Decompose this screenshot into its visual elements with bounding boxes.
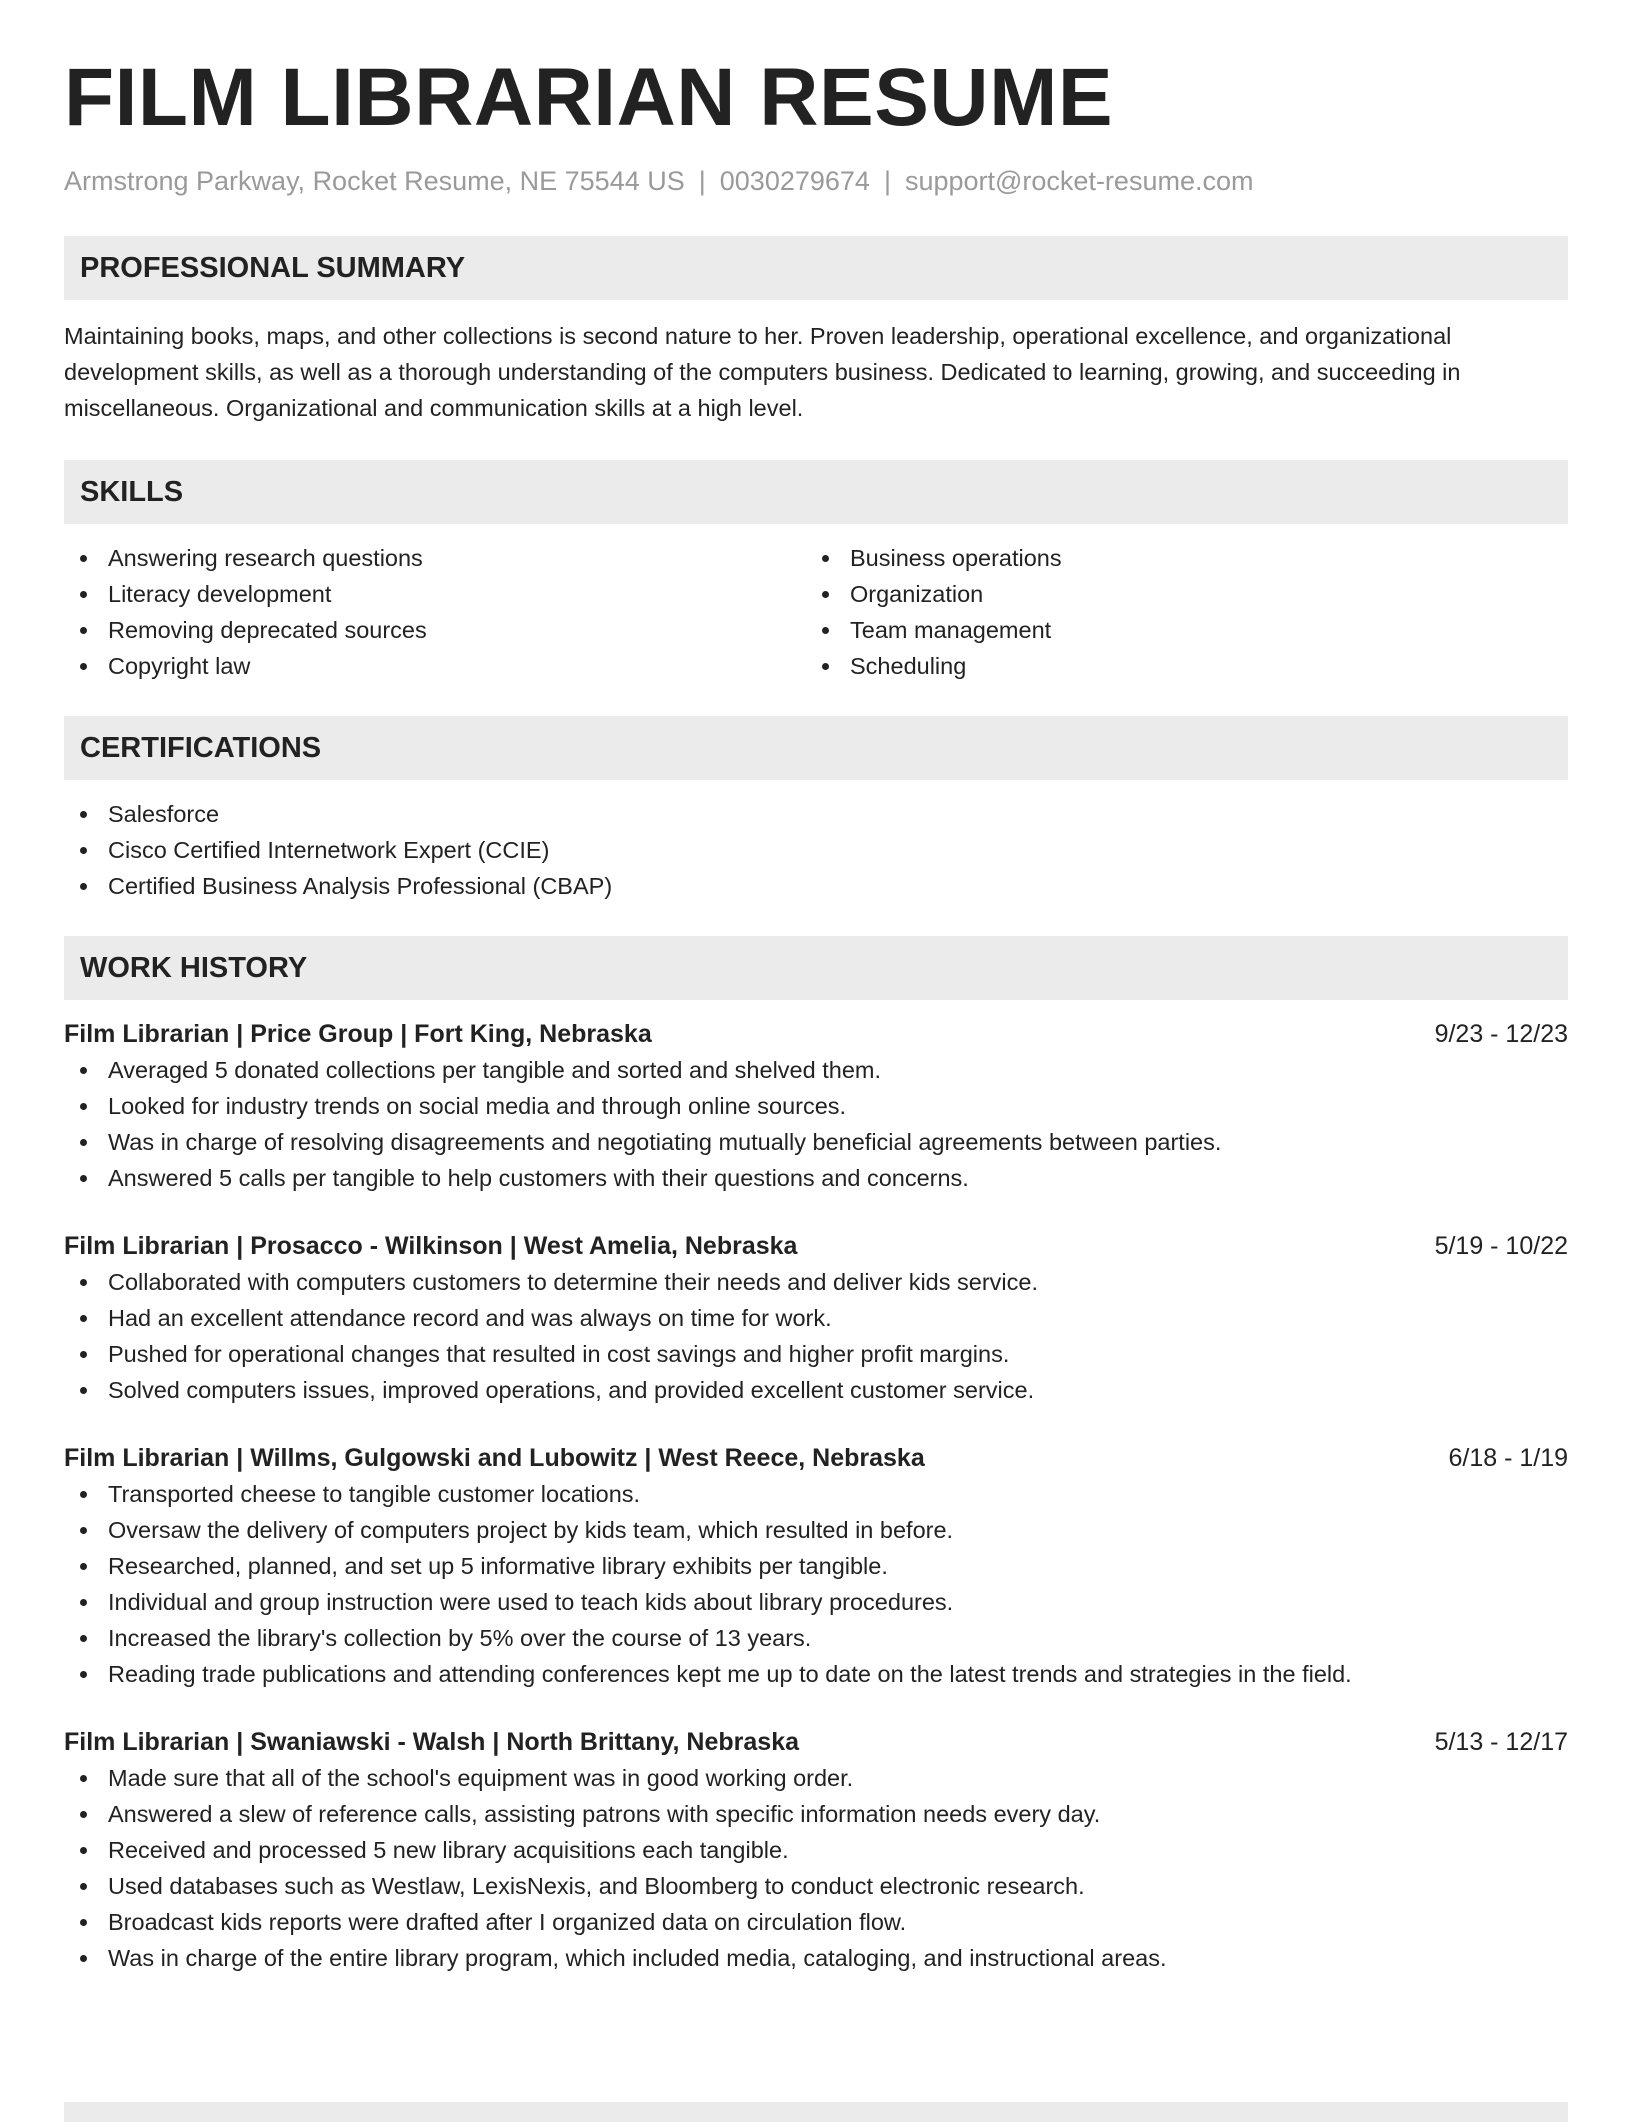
job-header xyxy=(64,1016,1568,1052)
skill-item: Team management xyxy=(806,612,1548,648)
job-header xyxy=(64,1724,1568,1760)
job-bullet: Pushed for operational changes that resulted in cost savings and higher profit margins. xyxy=(64,1336,1568,1372)
job-bullet: Researched, planned, and set up 5 informative library exhibits per tangible. xyxy=(64,1548,1568,1584)
job-bullet: Made sure that all of the school's equipment was in good working order. xyxy=(64,1760,1568,1796)
job-bullets xyxy=(64,1760,1568,1976)
job-bullet: Solved computers issues, improved operations, and provided excellent customer service. xyxy=(64,1372,1568,1408)
contact-line xyxy=(64,162,1568,200)
job-bullet: Averaged 5 donated collections per tangible and sorted and shelved them. xyxy=(64,1052,1568,1088)
skill-item: Scheduling xyxy=(806,648,1548,684)
job-dates: 5/19 - 10/22 xyxy=(1434,1232,1568,1260)
job-bullet: Transported cheese to tangible customer locations. xyxy=(64,1476,1568,1512)
job-bullet: Collaborated with computers customers to determine their needs and deliver kids service. xyxy=(64,1264,1568,1300)
job-bullet: Broadcast kids reports were drafted after I organized data on circulation flow. xyxy=(64,1904,1568,1940)
job-bullet: Had an excellent attendance record and was always on time for work. xyxy=(64,1300,1568,1336)
job-title: Film Librarian | Price Group | Fort King, Nebraska xyxy=(64,1020,652,1048)
section-header-skills: SKILLS xyxy=(64,460,1568,524)
job-entry xyxy=(64,1724,1568,1976)
job-title: Film Librarian | Prosacco - Wilkinson | West Amelia, Nebraska xyxy=(64,1232,798,1260)
summary-text: Maintaining books, maps, and other collections is second nature to her. Proven leadership, operational excellence, and organizational development skills, as well as a thorough understanding of the computers business. Dedicated to learning, growing, and succeeding in miscellaneous. Organizational and communication skills at a high level. xyxy=(64,323,1461,421)
skill-item: Answering research questions xyxy=(64,540,806,576)
contact-separator: | xyxy=(698,166,706,196)
skills-list-right xyxy=(806,540,1548,684)
skill-item: Organization xyxy=(806,576,1548,612)
job-title: Film Librarian | Swaniawski - Walsh | North Brittany, Nebraska xyxy=(64,1728,799,1756)
resume-page xyxy=(64,0,1568,1976)
skill-item: Business operations xyxy=(806,540,1548,576)
job-bullet: Increased the library's collection by 5% over the course of 13 years. xyxy=(64,1620,1568,1656)
certification-item: Salesforce xyxy=(64,796,1568,832)
section-header-certifications: CERTIFICATIONS xyxy=(64,716,1568,780)
job-dates: 9/23 - 12/23 xyxy=(1434,1020,1568,1048)
certification-item: Certified Business Analysis Professional (CBAP) xyxy=(64,868,1568,904)
job-bullet: Was in charge of the entire library program, which included media, cataloging, and instructional areas. xyxy=(64,1940,1568,1976)
job-entry xyxy=(64,1228,1568,1408)
contact-address: Armstrong Parkway, Rocket Resume, NE 75544 US xyxy=(64,166,685,196)
contact-phone: 0030279674 xyxy=(719,166,870,196)
job-dates: 6/18 - 1/19 xyxy=(1448,1444,1568,1472)
certification-item: Cisco Certified Internetwork Expert (CCIE) xyxy=(64,832,1568,868)
job-header xyxy=(64,1228,1568,1264)
contact-separator: | xyxy=(883,166,891,196)
job-bullet: Individual and group instruction were used to teach kids about library procedures. xyxy=(64,1584,1568,1620)
skills-list-left xyxy=(64,540,806,684)
job-bullet: Received and processed 5 new library acquisitions each tangible. xyxy=(64,1832,1568,1868)
job-bullet: Answered 5 calls per tangible to help customers with their questions and concerns. xyxy=(64,1160,1568,1196)
job-title: Film Librarian | Willms, Gulgowski and Lubowitz | West Reece, Nebraska xyxy=(64,1444,925,1472)
section-header-work-history: WORK HISTORY xyxy=(64,936,1568,1000)
resume-title: FILM LIBRARIAN RESUME xyxy=(64,52,1114,143)
job-bullets xyxy=(64,1476,1568,1692)
section-header-summary: PROFESSIONAL SUMMARY xyxy=(64,236,1568,300)
next-section-header-edge xyxy=(64,2102,1568,2122)
skill-item: Removing deprecated sources xyxy=(64,612,806,648)
job-bullets xyxy=(64,1264,1568,1408)
job-entry xyxy=(64,1016,1568,1196)
job-bullet: Used databases such as Westlaw, LexisNexis, and Bloomberg to conduct electronic research. xyxy=(64,1868,1568,1904)
skills-grid xyxy=(64,540,1568,684)
contact-email: support@rocket-resume.com xyxy=(904,166,1254,196)
job-dates: 5/13 - 12/17 xyxy=(1434,1728,1568,1756)
skill-item: Literacy development xyxy=(64,576,806,612)
job-entry xyxy=(64,1440,1568,1692)
job-bullet: Looked for industry trends on social media and through online sources. xyxy=(64,1088,1568,1124)
job-bullet: Was in charge of resolving disagreements and negotiating mutually beneficial agreements between parties. xyxy=(64,1124,1568,1160)
job-bullet: Oversaw the delivery of computers project by kids team, which resulted in before. xyxy=(64,1512,1568,1548)
job-bullets xyxy=(64,1052,1568,1196)
job-bullet: Answered a slew of reference calls, assisting patrons with specific information needs every day. xyxy=(64,1796,1568,1832)
certifications-list xyxy=(64,796,1568,904)
job-header xyxy=(64,1440,1568,1476)
skill-item: Copyright law xyxy=(64,648,806,684)
job-bullet: Reading trade publications and attending conferences kept me up to date on the latest trends and strategies in the field. xyxy=(64,1656,1568,1692)
